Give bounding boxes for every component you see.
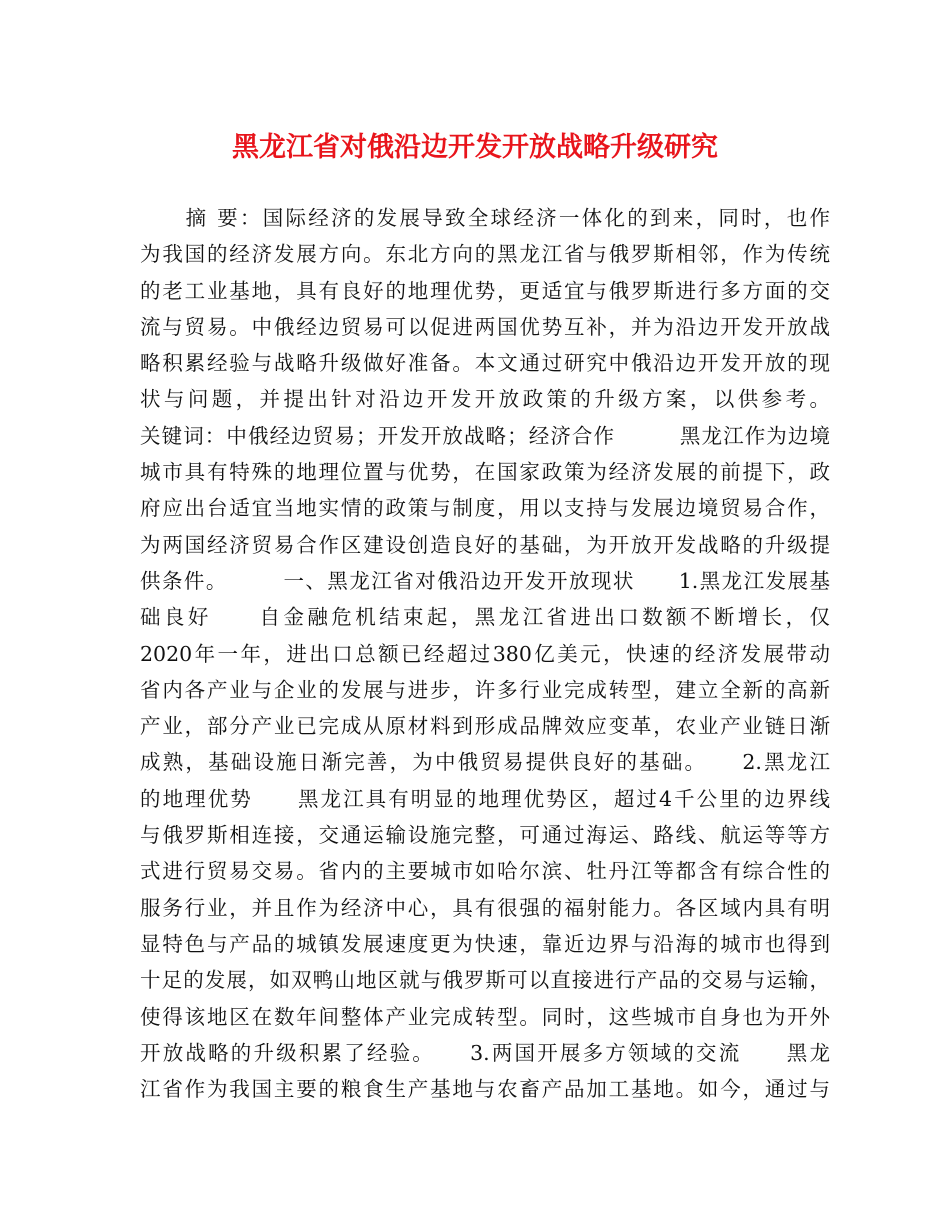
text-line: 流与贸易。中俄经边贸易可以促进两国优势互补，并为沿边开发开放战: [140, 314, 830, 339]
text-line: 城市具有特殊的地理位置与优势，在国家政策为经济发展的前提下，政: [140, 460, 830, 485]
document-title: 黑龙江省对俄沿边开发开放战略升级研究: [232, 132, 718, 163]
text-line: 的地理优势 黑龙江具有明显的地理优势区，超过4千公里的边界线: [140, 786, 830, 811]
text-line: 服务行业，并且作为经济中心，具有很强的福射能力。各区域内具有明: [140, 895, 830, 920]
text-line: 的老工业基地，具有良好的地理优势，更适宜与俄罗斯进行多方面的交: [140, 278, 830, 303]
text-line: 府应出台适宜当地实情的政策与制度，用以支持与发展边境贸易合作，: [140, 496, 830, 521]
text-line: 为我国的经济发展方向。东北方向的黑龙江省与俄罗斯相邻，作为传统: [140, 242, 830, 267]
document-body: [140, 200, 830, 1107]
text-line: 式进行贸易交易。省内的主要城市如哈尔滨、牡丹江等都含有综合性的: [140, 859, 830, 884]
text-line: 2020年一年，进出口总额已经超过380亿美元，快速的经济发展带动: [140, 641, 830, 666]
text-line: 略积累经验与战略升级做好准备。本文通过研究中俄沿边开发开放的现: [140, 351, 830, 376]
text-line: 产业，部分产业已完成从原材料到形成品牌效应变革，农业产业链日渐: [140, 714, 830, 739]
text-line: 开放战略的升级积累了经验。 3.两国开展多方领域的交流 黑龙: [140, 1040, 830, 1065]
text-line: 省内各产业与企业的发展与进步，许多行业完成转型，建立全新的高新: [140, 677, 830, 702]
text-line: 江省作为我国主要的粮食生产基地与农畜产品加工基地。如今，通过与: [140, 1077, 830, 1102]
text-line: 成熟，基础设施日渐完善，为中俄贸易提供良好的基础。 2.黑龙江: [140, 750, 830, 775]
text-line: 使得该地区在数年间整体产业完成转型。同时，这些城市自身也为开外: [140, 1004, 830, 1029]
text-line: 十足的发展，如双鸭山地区就与俄罗斯可以直接进行产品的交易与运输，: [140, 968, 830, 993]
text-line: 为两国经济贸易合作区建设创造良好的基础，为开放开发战略的升级提: [140, 532, 830, 557]
text-line: 关键词：中俄经边贸易；开发开放战略；经济合作 黑龙江作为边境: [140, 423, 830, 448]
text-line: 与俄罗斯相连接，交通运输设施完整，可通过海运、路线、航运等等方: [140, 823, 830, 848]
text-line: 摘 要：国际经济的发展导致全球经济一体化的到来，同时，也作: [140, 206, 830, 230]
text-line: 状与问题，并提出针对沿边开发开放政策的升级方案，以供参考。: [140, 387, 830, 412]
text-line: 础良好 自金融危机结束起，黑龙江省进出口数额不断增长，仅: [140, 605, 830, 630]
text-line: 显特色与产品的城镇发展速度更为快速，靠近边界与沿海的城市也得到: [140, 931, 830, 956]
text-line: 供条件。 一、黑龙江省对俄沿边开发开放现状 1.黑龙江发展基: [140, 568, 830, 593]
